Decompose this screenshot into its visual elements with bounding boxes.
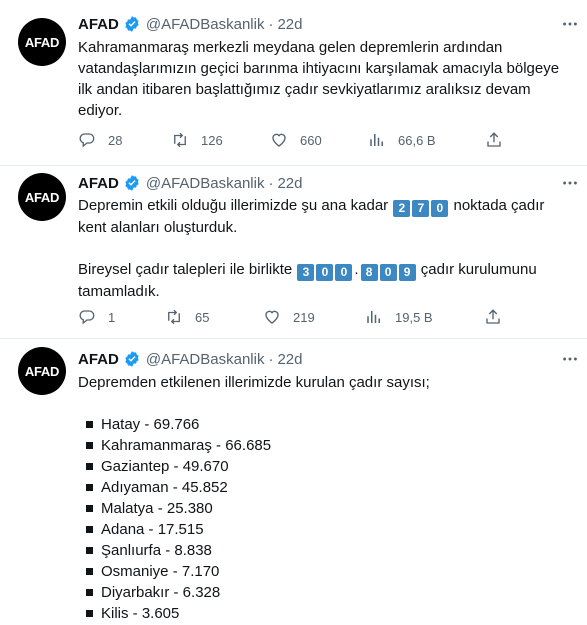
retweet-count: 65 — [195, 309, 210, 325]
list-item — [78, 603, 578, 624]
blank-line — [78, 238, 578, 259]
list-item-text: Adıyaman - 45.852 — [101, 479, 228, 496]
text-line: ediyor. — [78, 102, 123, 119]
timestamp[interactable]: 22d — [277, 350, 303, 368]
text-line: Kahramanmaraş merkezli meydana gelen depremlerin ardından — [78, 39, 503, 56]
keycap-separator: . — [354, 261, 359, 278]
like-icon — [263, 308, 281, 326]
views-icon — [365, 308, 383, 326]
tweet-actions — [78, 131, 528, 151]
text-line — [78, 259, 578, 281]
list-item-text: Osmaniye - 7.170 — [101, 563, 220, 580]
verified-badge-icon — [123, 15, 141, 33]
share-button[interactable] — [485, 131, 515, 149]
avatar-logo-text: AFAD — [24, 363, 60, 379]
tweet-header — [78, 173, 302, 193]
bullet-square-icon — [86, 484, 93, 491]
retweet-icon — [165, 308, 183, 326]
views-icon — [368, 131, 386, 149]
tweet-1[interactable] — [0, 0, 587, 165]
list-item — [78, 477, 578, 498]
avatar-logo-text: AFAD — [24, 189, 60, 205]
text-line: ilk andan itibaren başlattığımız çadır sevkiyatlarımız aralıksız devam — [78, 81, 531, 98]
timestamp[interactable]: 22d — [277, 15, 303, 33]
list-item — [78, 498, 578, 519]
list-item-text: Malatya - 25.380 — [101, 500, 213, 517]
list-item — [78, 414, 578, 435]
verified-badge-icon — [123, 350, 141, 368]
keycap-digit: 8 — [361, 264, 378, 281]
keycap-digit: 0 — [335, 264, 352, 281]
views-count: 19,5 B — [395, 309, 433, 325]
line-text: Depremin etkili olduğu illerimizde şu ana kadar — [78, 197, 389, 214]
retweet-count: 126 — [201, 132, 223, 148]
text-line: kent alanları oluşturduk. — [78, 219, 238, 236]
list-item — [78, 561, 578, 582]
author-name[interactable]: AFAD — [78, 350, 119, 368]
verified-badge-icon — [123, 174, 141, 192]
keycap-number — [392, 197, 449, 214]
more-icon[interactable] — [560, 173, 580, 193]
reply-count: 1 — [108, 309, 116, 325]
reply-button[interactable] — [78, 131, 122, 149]
bullet-square-icon — [86, 610, 93, 617]
line-text: çadır kurulumunu — [420, 261, 537, 278]
bullet-square-icon — [86, 526, 93, 533]
reply-icon — [78, 308, 96, 326]
tweet-text — [78, 195, 578, 302]
keycap-digit: 0 — [380, 264, 397, 281]
line-text: noktada çadır — [453, 197, 545, 214]
tweet-2[interactable] — [0, 166, 587, 338]
bullet-square-icon — [86, 505, 93, 512]
author-name[interactable]: AFAD — [78, 174, 119, 192]
share-icon — [485, 131, 503, 149]
separator-dot: · — [268, 350, 274, 368]
bullet-square-icon — [86, 547, 93, 554]
timestamp[interactable]: 22d — [277, 174, 303, 192]
tweet-text — [78, 372, 578, 624]
avatar[interactable] — [18, 173, 66, 221]
list-item-text: Gaziantep - 49.670 — [101, 458, 229, 475]
author-name[interactable]: AFAD — [78, 15, 119, 33]
share-button[interactable] — [484, 308, 514, 326]
retweet-button[interactable] — [171, 131, 223, 149]
retweet-icon — [171, 131, 189, 149]
list-item-text: Kahramanmaraş - 66.685 — [101, 437, 272, 454]
blank-line — [78, 393, 578, 414]
more-icon[interactable] — [560, 14, 580, 34]
like-count: 219 — [293, 309, 315, 325]
tweet-header — [78, 14, 302, 34]
bullet-square-icon — [86, 442, 93, 449]
keycap-digit: 2 — [393, 200, 410, 217]
line-text: Bireysel çadır talepleri ile birlikte — [78, 261, 293, 278]
author-handle[interactable]: @AFADBaskanlik — [145, 174, 265, 192]
list-item — [78, 456, 578, 477]
keycap-digit: 9 — [399, 264, 416, 281]
like-count: 660 — [300, 132, 322, 148]
city-tent-list — [78, 414, 578, 624]
bullet-square-icon — [86, 589, 93, 596]
bullet-square-icon — [86, 421, 93, 428]
keycap-number — [296, 261, 416, 278]
separator-dot: · — [268, 15, 274, 33]
keycap-digit: 3 — [297, 264, 314, 281]
author-handle[interactable]: @AFADBaskanlik — [145, 15, 265, 33]
text-line: Depremden etkilenen illerimizde kurulan çadır sayısı; — [78, 374, 430, 391]
avatar-logo-text: AFAD — [24, 34, 60, 50]
keycap-digit: 0 — [316, 264, 333, 281]
avatar[interactable] — [18, 18, 66, 66]
text-line: tamamladık. — [78, 283, 160, 300]
list-item-text: Şanlıurfa - 8.838 — [101, 542, 212, 559]
retweet-button[interactable] — [165, 308, 209, 326]
views-button[interactable] — [368, 131, 436, 149]
avatar[interactable] — [18, 347, 66, 395]
bullet-square-icon — [86, 568, 93, 575]
like-button[interactable] — [270, 131, 322, 149]
tweet-actions — [78, 308, 528, 328]
list-item-text: Diyarbakır - 6.328 — [101, 584, 221, 601]
views-button[interactable] — [365, 308, 433, 326]
keycap-digit: 0 — [431, 200, 448, 217]
tweet-header — [78, 349, 302, 369]
keycap-digit: 7 — [412, 200, 429, 217]
list-item-text: Kilis - 3.605 — [101, 605, 180, 622]
views-count: 66,6 B — [398, 132, 436, 148]
list-item — [78, 435, 578, 456]
reply-button[interactable] — [78, 308, 115, 326]
separator-dot: · — [268, 174, 274, 192]
text-line — [78, 195, 578, 217]
list-item — [78, 540, 578, 561]
more-icon[interactable] — [560, 349, 580, 369]
bullet-square-icon — [86, 463, 93, 470]
list-item — [78, 582, 578, 603]
list-item-text: Hatay - 69.766 — [101, 416, 200, 433]
list-item — [78, 519, 578, 540]
like-icon — [270, 131, 288, 149]
tweet-text — [78, 37, 578, 121]
reply-icon — [78, 131, 96, 149]
author-handle[interactable]: @AFADBaskanlik — [145, 350, 265, 368]
like-button[interactable] — [263, 308, 315, 326]
tweet-3[interactable] — [0, 339, 587, 625]
share-icon — [484, 308, 502, 326]
list-item-text: Adana - 17.515 — [101, 521, 204, 538]
text-line: vatandaşlarımızın geçici barınma ihtiyacını karşılamak amacıyla bölgeye — [78, 60, 560, 77]
reply-count: 28 — [108, 132, 123, 148]
